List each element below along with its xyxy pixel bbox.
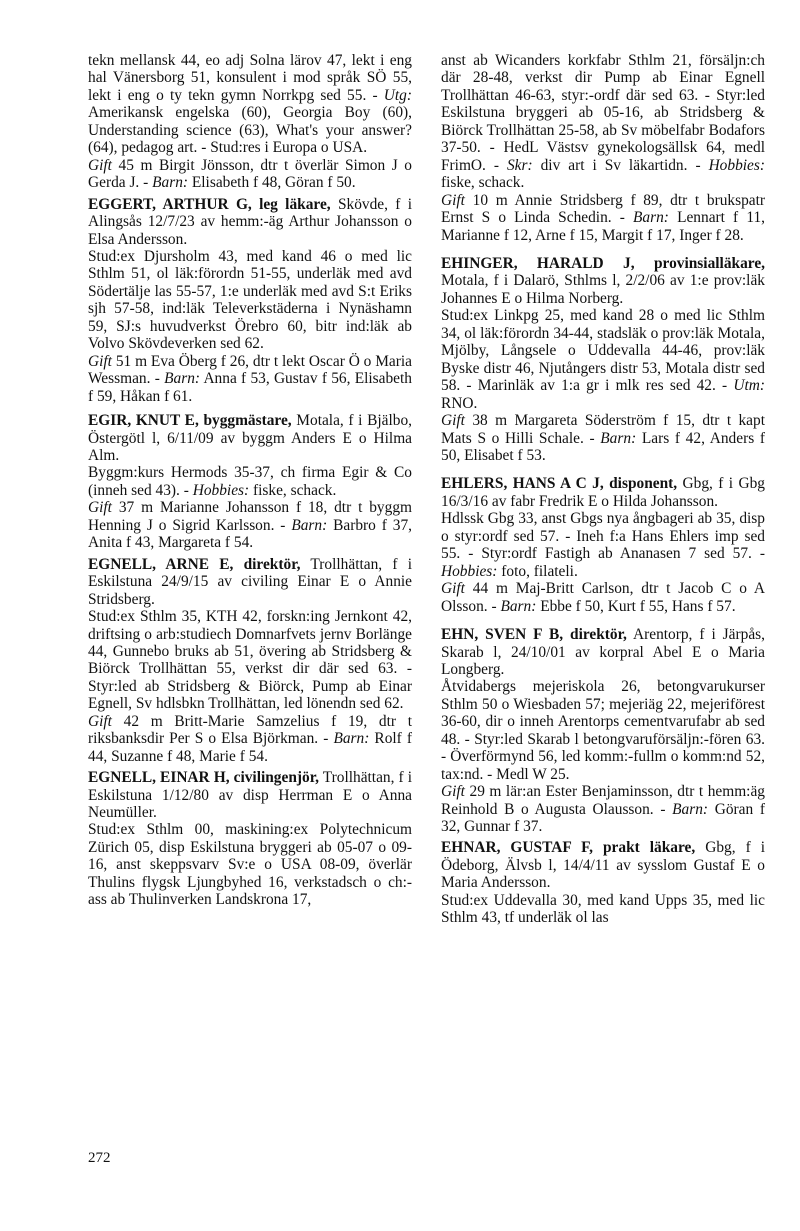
entry-heading: EGNELL, EINAR H, civilingenjör, — [88, 769, 319, 787]
entry-heading: EHINGER, HARALD J, provinsialläkare, — [441, 254, 765, 272]
entry-continuation: tekn mellansk 44, eo adj Solna lärov 47, lekt i eng hal Vänersborg 51, konsulent i mod språk SÖ 55, lekt i eng o ty tekn gymn Norrkpg sed 55. - Utg: Amerikansk engelska (60), Georgia Boy (60), Understanding science (63), What's your answer? (64), pedagog art. - Stud:res i Europa o USA. — [88, 52, 412, 157]
entry-egir: EGIR, KNUT E, byggmästare, Motala, f i Bjälbo, Östergötl l, 6/11/09 av byggm Anders E o Hilma Alm. Byggm:kurs Hermods 35-37, ch firma Egir & Co (inneh sed 43). - Hobbies: fiske, schack. Gift 37 m Marianne Johansson f 18, dtr t byggm Henning J o Sigrid Karlsson. - Barn: Barbro f 37, Anita f 43, Margareta f 54. — [88, 412, 412, 552]
entry-continuation: anst ab Wicanders korkfabr Sthlm 21, försäljn:ch där 28-48, verkst dir Pump ab Einar Egnell Trollhättan 46-63, styr:-ordf där sed 63. - Styr:led Eskilstuna bryggeri ab 05-16, ab Stridsberg & Biörck Trollhättan 25-58, ab Sv möbelfabr Bodafors 37-50. - HedL Västsv gynekologsällsk 64, medl FrimO. - Skr: div art i Sv läkartidn. - Hobbies: fiske, schack. — [441, 52, 765, 192]
entry-heading: EGNELL, ARNE E, direktör, — [88, 555, 301, 573]
entry-eggert: EGGERT, ARTHUR G, leg läkare, Skövde, f i Alingsås 12/7/23 av hemm:-äg Arthur Johansson o Elsa Andersson. Stud:ex Djursholm 43, med kand 46 o med lic Sthlm 51, ol läk:förordn 51-55, underläk med avd Södertälje las 55-57, 1:e underläk med avd S:t Eriks sjh 57-58, ind:läk Televerkstäderna i Nynäshamn 59, SJ:s huvudverkst Örebro 60, bitr ind:läk ab Volvo Skövdeverken sed 62. Gift 51 m Eva Öberg f 26, dtr t lekt Oscar Ö o Maria Wessman. - Barn: Anna f 53, Gustav f 56, Elisabeth f 59, Håkan f 61. — [88, 195, 412, 405]
entry-continuation-gift: Gift 45 m Birgit Jönsson, dtr t överlär Simon J o Gerda J. - Barn: Elisabeth f 48, Göran f 50. — [88, 156, 412, 192]
entry-ehnar: EHNAR, GUSTAF F, prakt läkare, Gbg, f i Ödeborg, Älvsb l, 14/4/11 av sysslom Gustaf E o Maria Andersson. Stud:ex Uddevalla 30, med kand Upps 35, med lic Sthlm 43, tf underläk ol las — [441, 839, 765, 927]
entry-heading: EGGERT, ARTHUR G, leg läkare, — [88, 195, 331, 213]
entry-heading: EHNAR, GUSTAF F, prakt läkare, — [441, 839, 696, 857]
entry-heading: EHLERS, HANS A C J, disponent, — [441, 475, 678, 493]
entry-egnell-einar: EGNELL, EINAR H, civilingenjör, Trollhättan, f i Eskilstuna 1/12/80 av disp Herrman E o Anna Neumüller. Stud:ex Sthlm 00, maskining:ex Polytechnicum Zürich 05, disp Eskilstuna bryggeri ab 05-07 o 09-16, anst skeppsvarv Sv:e o USA 08-09, överlär Thulins flygsk Ljungbyhed 16, verkstadsch o ch:-ass ab Thulinverken Landskrona 17, — [88, 769, 412, 909]
entry-heading: EGIR, KNUT E, byggmästare, — [88, 412, 292, 430]
entry-ehinger: EHINGER, HARALD J, provinsialläkare, Motala, f i Dalarö, Sthlms l, 2/2/06 av 1:e prov:läk Johannes E o Hilma Norberg. Stud:ex Linkpg 25, med kand 28 o med lic Sthlm 34, ol läk:förordn 34-44, stadsläk o prov:läk Motala, Mjölby, Långsele o Uddevalla 44-46, prov:läk Byske distr 46, Njutångers distr 53, Motala distr sed 58. - Marinläk av 1:a gr i mlk res sed 42. - Utm: RNO. Gift 38 m Margareta Söderström f 15, dtr t kapt Mats S o Hilli Schale. - Barn: Lars f 42, Anders f 50, Elisabet f 53. — [441, 254, 765, 464]
entry-continuation-gift: Gift 10 m Annie Stridsberg f 89, dtr t brukspatr Ernst S o Linda Schedin. - Barn: Lennart f 11, Marianne f 12, Arne f 15, Margit f 17, Inger f 28. — [441, 191, 765, 244]
entry-heading: EHN, SVEN F B, direktör, — [441, 626, 627, 644]
entry-egnell-arne: EGNELL, ARNE E, direktör, Trollhättan, f i Eskilstuna 24/9/15 av civiling Einar E o Annie Stridsberg. Stud:ex Sthlm 35, KTH 42, forskn:ing Jernkont 42, driftsing o arb:studiech Domnarfvets jernv Borlänge 44, Gunnebo bruks ab 51, övering ab Stridsberg & Biörck Trollhättan 55, verkst dir där sed 63. - Styr:led ab Stridsberg & Biörck, Pump ab Einar Egnell, Sv hdlsbkn Trollhättan, led lönendn sed 62. Gift 42 m Britt-Marie Samzelius f 19, dtr t riksbanksdir Per S o Elsa Björkman. - Barn: Rolf f 44, Suzanne f 48, Marie f 54. — [88, 555, 413, 765]
right-column — [441, 52, 765, 927]
left-column — [88, 52, 412, 909]
page-number: 272 — [88, 1150, 111, 1166]
entry-ehlers: EHLERS, HANS A C J, disponent, Gbg, f i Gbg 16/3/16 av fabr Fredrik E o Hilda Johansson. Hdlssk Gbg 33, anst Gbgs nya ångbageri ab 35, disp o styr:ordf sed 57. - Ineh f:a Hans Ehlers imp sed 55. - Styr:ordf Fastigh ab Ananasen 7 sed 57. - Hobbies: foto, filateli. Gift 44 m Maj-Britt Carlson, dtr t Jacob C o A Olsson. - Barn: Ebbe f 50, Kurt f 55, Hans f 57. — [441, 475, 765, 615]
entry-ehn: EHN, SVEN F B, direktör, Arentorp, f i Järpås, Skarab l, 24/10/01 av korpral Abel E o Maria Longberg. Åtvidabergs mejeriskola 26, betongvarukurser Sthlm 50 o Wiesbaden 57; mejeriäg 22, mejeriförest 36-60, dir o inneh Arentorps cementvarufabr ab sed 48. - Styr:led Skarab l betongvaruförsäljn:-fören 63. - Överförmynd 56, led komm:-fullm o komm:nd 52, tax:nd. - Medl W 25. Gift 29 m lär:an Ester Benjaminsson, dtr t hemm:äg Reinhold B o Augusta Olausson. - Barn: Göran f 32, Gunnar f 37. — [441, 626, 765, 836]
